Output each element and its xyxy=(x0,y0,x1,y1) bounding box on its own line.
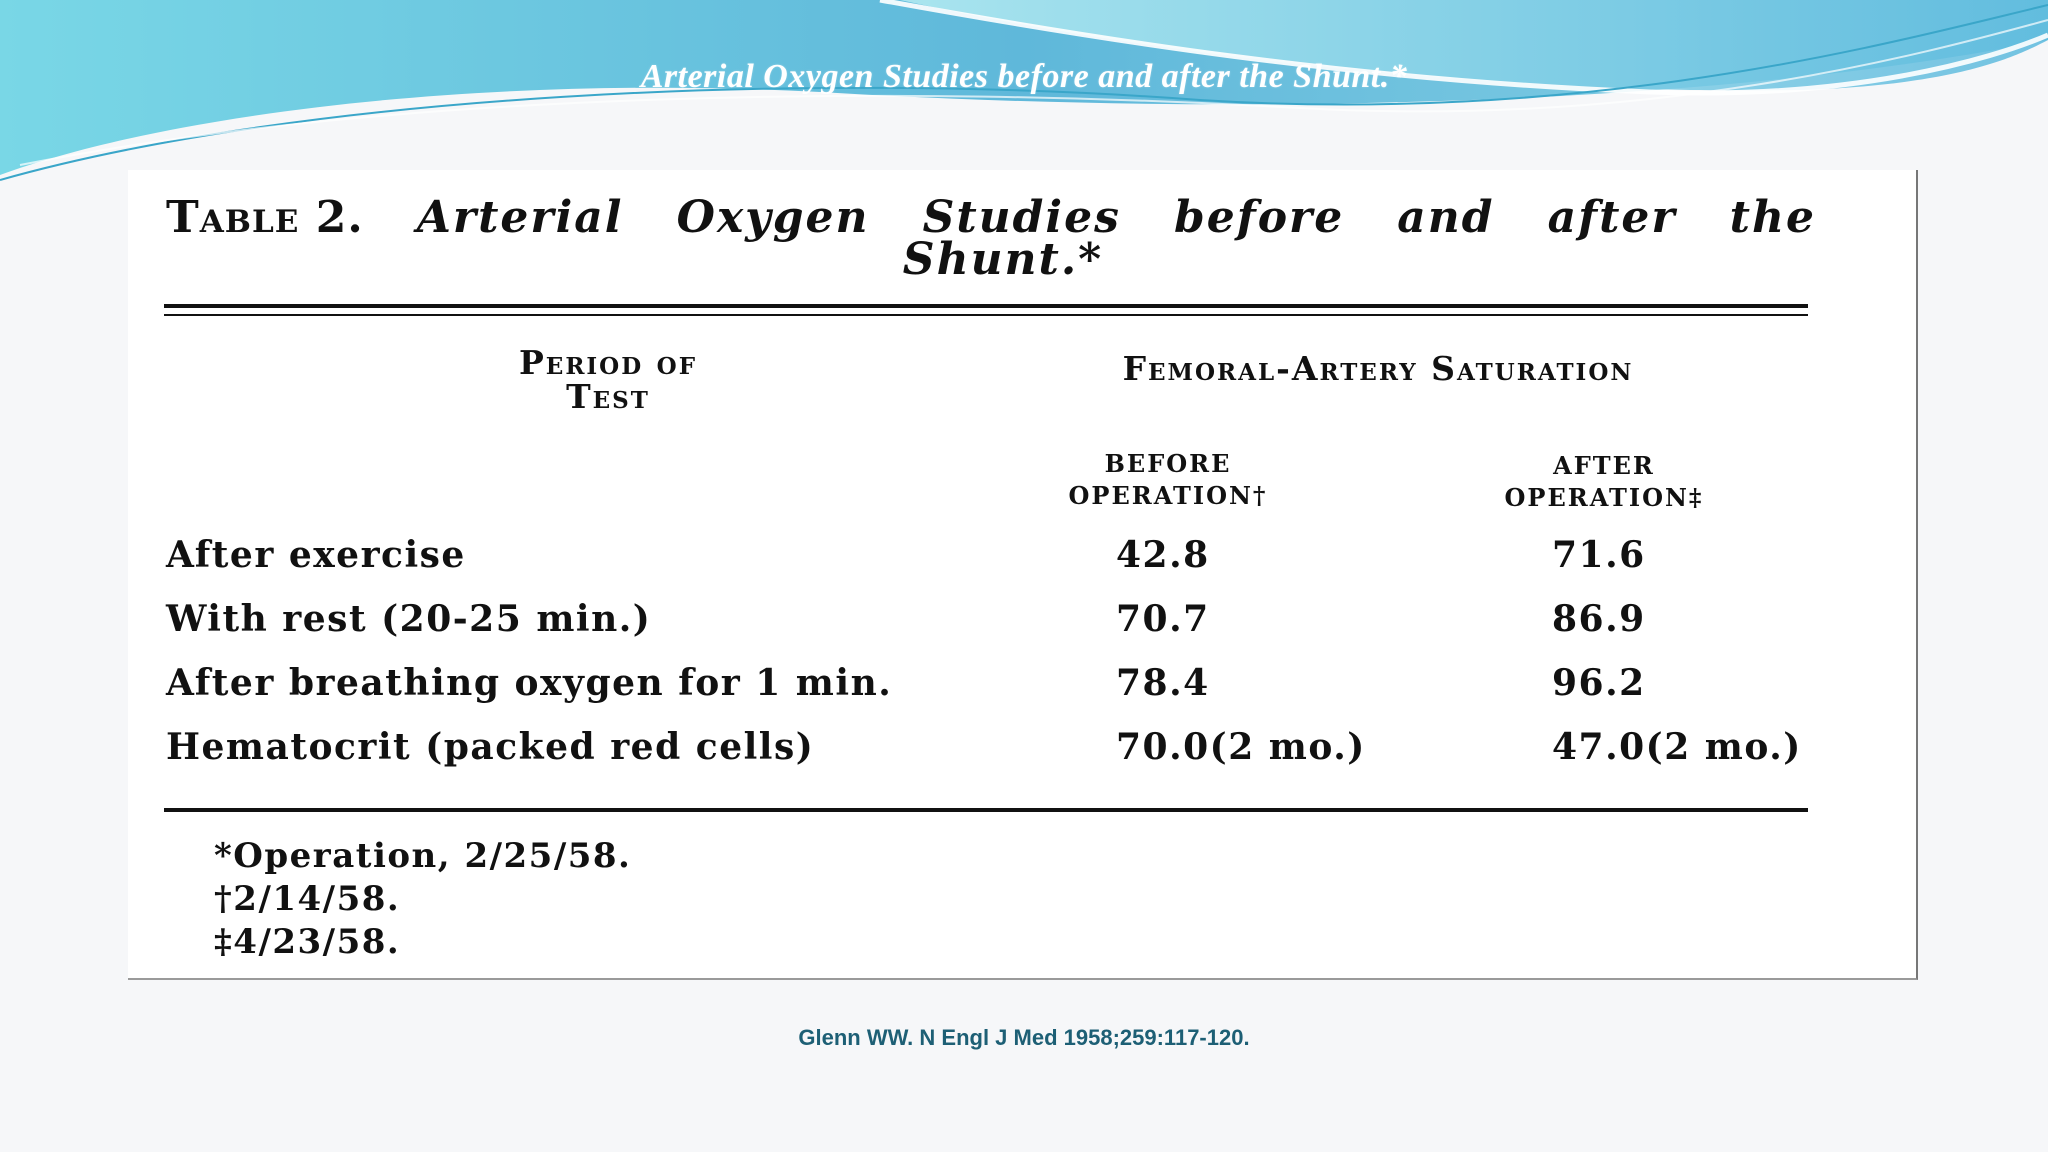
top-double-rule-2 xyxy=(164,314,1808,316)
top-double-rule xyxy=(164,304,1808,308)
header-after-line-1: AFTER xyxy=(1553,451,1655,480)
row-after: 71.6 xyxy=(1552,534,1646,576)
caption-end: Shunt.* xyxy=(902,234,1104,285)
row-before: 70.7 xyxy=(1116,598,1210,640)
row-before: 42.8 xyxy=(1116,534,1210,576)
caption-word: Oxygen xyxy=(676,192,870,243)
caption-word: Studies xyxy=(922,192,1121,243)
header-before xyxy=(998,448,1338,512)
header-period-line-1: Period of xyxy=(518,343,698,382)
caption-word: the xyxy=(1729,192,1816,243)
table-scan xyxy=(128,170,1918,980)
header-after-line-2: OPERATION‡ xyxy=(1504,483,1704,512)
table-row xyxy=(166,534,1816,584)
header-period-line-2: Test xyxy=(566,377,650,416)
table-row xyxy=(166,662,1816,712)
row-after: 47.0(2 mo.) xyxy=(1552,726,1802,768)
bottom-rule xyxy=(164,808,1808,812)
table-row xyxy=(166,726,1816,776)
caption-word: before xyxy=(1174,192,1345,243)
row-before: 70.0(2 mo.) xyxy=(1116,726,1366,768)
footnote: †2/14/58. xyxy=(214,879,401,919)
row-period: Hematocrit (packed red cells) xyxy=(166,726,815,768)
header-after xyxy=(1434,450,1774,514)
row-period: After breathing oxygen for 1 min. xyxy=(166,662,893,704)
slide-title: Arterial Oxygen Studies before and after the Shunt.* xyxy=(640,58,1408,95)
header-before-line-1: BEFORE xyxy=(1104,449,1232,478)
row-period: With rest (20-25 min.) xyxy=(166,598,652,640)
table-label: Table 2. xyxy=(166,192,364,243)
row-period: After exercise xyxy=(166,534,466,576)
table-row xyxy=(166,598,1816,648)
header-period xyxy=(418,343,798,416)
row-after: 86.9 xyxy=(1552,598,1646,640)
caption-word: after xyxy=(1547,192,1677,243)
row-after: 96.2 xyxy=(1552,662,1646,704)
footnote: ‡4/23/58. xyxy=(214,922,401,962)
footnote: *Operation, 2/25/58. xyxy=(214,836,632,876)
header-before-line-2: OPERATION† xyxy=(1068,481,1268,510)
citation: Glenn WW. N Engl J Med 1958;259:117-120. xyxy=(798,1025,1250,1050)
row-before: 78.4 xyxy=(1116,662,1210,704)
caption-word: Arterial xyxy=(416,192,624,243)
header-group: Femoral-Artery Saturation xyxy=(1122,349,1634,388)
caption-word: and xyxy=(1397,192,1495,243)
